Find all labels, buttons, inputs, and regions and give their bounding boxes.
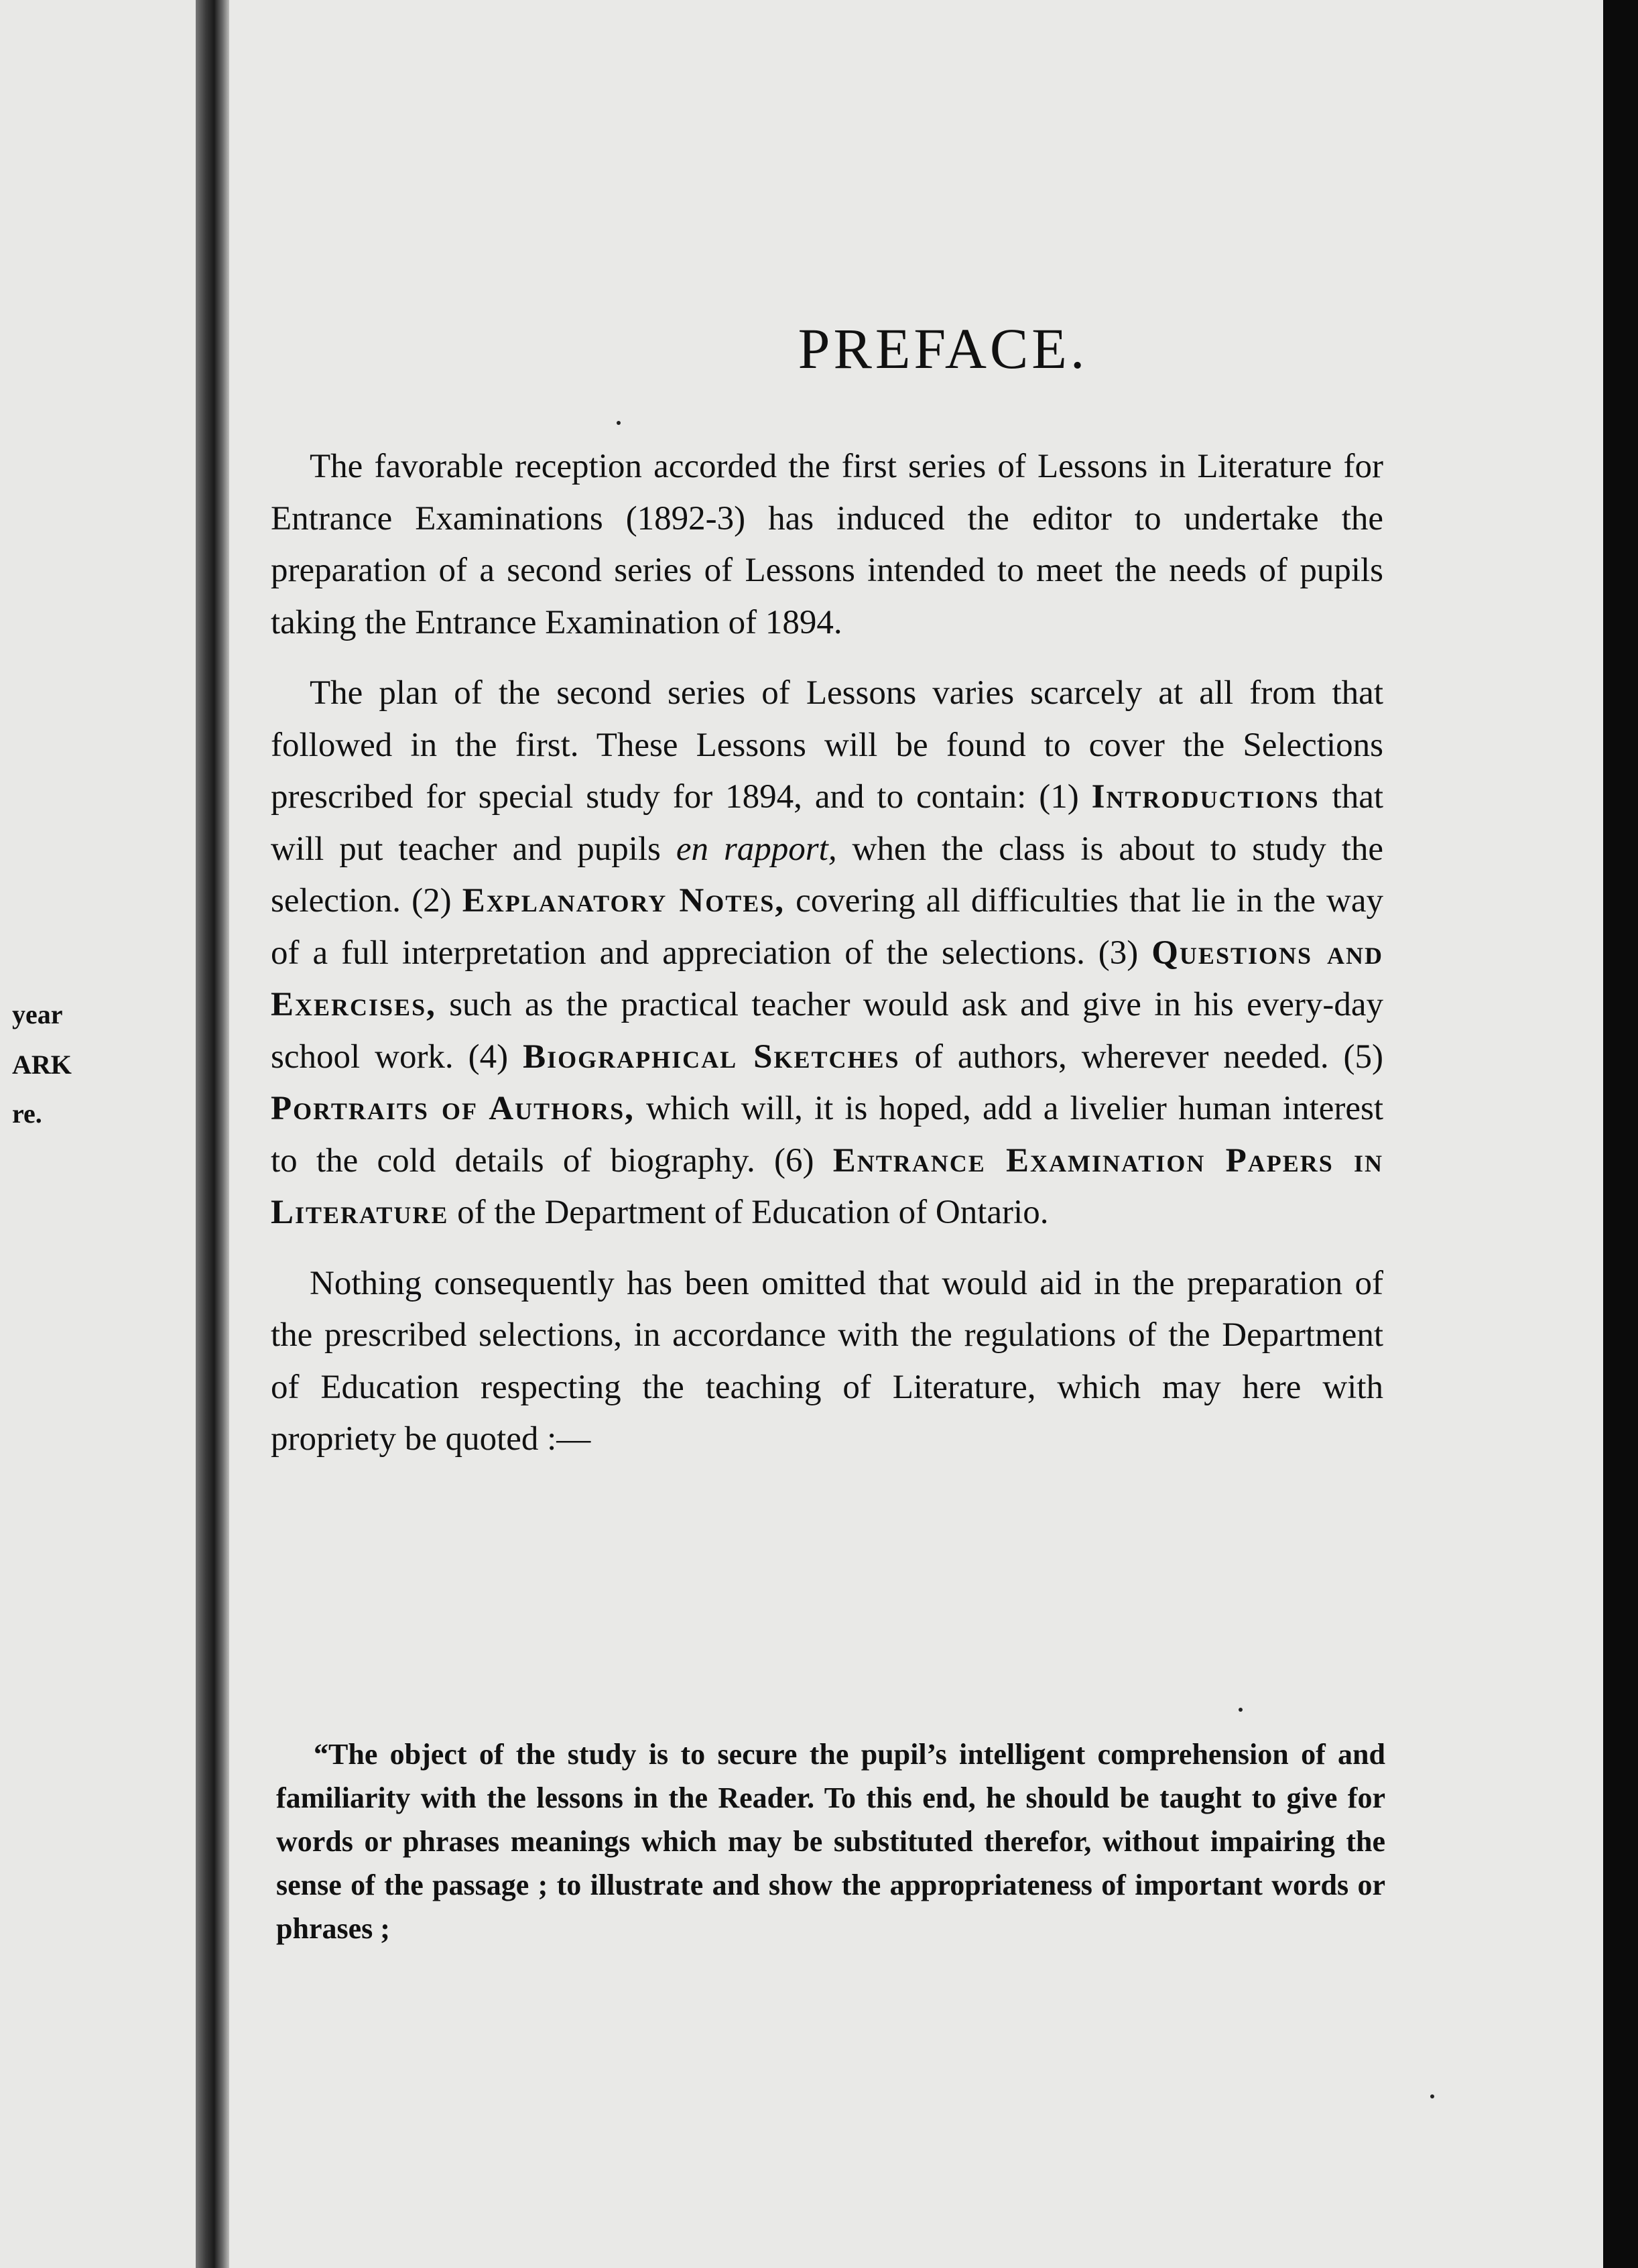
preface-body [271, 441, 1383, 1466]
text: covering all difficulties that lie in the way of a full interpretation and appreciation of the selections. (3) [271, 882, 1383, 972]
text: which will, it is hoped, add a livelier human interest to the cold details of biography. (6) [271, 1090, 1384, 1180]
text: The plan of the second series of Lessons varies scarcely at all from that followed in the first. These Lessons will be found to cover the Selections prescribed for special study for 1894, and to contain: (1) [271, 674, 1383, 816]
text: of authors, wherever needed. (5) [899, 1037, 1384, 1076]
left-page-fragment: year [12, 999, 63, 1029]
page-title: PREFACE. [798, 316, 1088, 381]
text: when the class is about to study the selection. (2) [271, 830, 1384, 920]
quoted-regulation [276, 1732, 1385, 1950]
italic-phrase: en rapport, [676, 830, 837, 868]
paragraph-1: The favorable reception accorded the first series of Lessons in Literature for Entrance Examinations (1892-3) has induced the editor to undertake the preparation of a second series of Lessons intended to meet the needs of pupils taking the Entrance Examination of 1894. [271, 448, 1383, 641]
text: of the Department of Education of Ontario. [448, 1194, 1049, 1231]
book-spine [196, 0, 229, 2268]
paragraph-2 [271, 668, 1383, 1239]
text: that will put teacher and pupils [271, 778, 1383, 868]
heading-introductions: Introductions [1091, 778, 1320, 816]
quote-text: “The object of the study is to secure the pupil’s intelligent comprehension of and familiarity with the lessons in the Reader. To this end, he should be taught to give for words or phrases meanings which may be substituted therefor, without impairing the sense of the passage ; to illustrate and show the appropriateness of important words or phrases ; [276, 1738, 1385, 1945]
paragraph-3: Nothing consequently has been omitted that would aid in the preparation of the prescribed selections, in accordance with the regulations of the Department of Education respecting the teaching of Literature, which may here with propriety be quoted :— [271, 1264, 1383, 1458]
print-speck [617, 421, 621, 425]
heading-questions-exercises: Questions and Exercises, [271, 934, 1383, 1023]
left-page [0, 0, 200, 2268]
heading-examination-papers: Entrance Examination Papers in Literature [271, 1141, 1383, 1231]
print-speck [1239, 1708, 1243, 1712]
left-page-fragment: ARK [12, 1050, 72, 1080]
heading-portraits: Portraits of Authors, [271, 1090, 635, 1127]
heading-biographical-sketches: Biographical Sketches [523, 1037, 900, 1076]
left-page-fragment: re. [12, 1098, 42, 1129]
print-speck [1430, 2094, 1434, 2098]
text: such as the practical teacher would ask and give in his every-day school work. (4) [271, 986, 1383, 1076]
heading-explanatory-notes: Explanatory Notes, [462, 882, 785, 920]
